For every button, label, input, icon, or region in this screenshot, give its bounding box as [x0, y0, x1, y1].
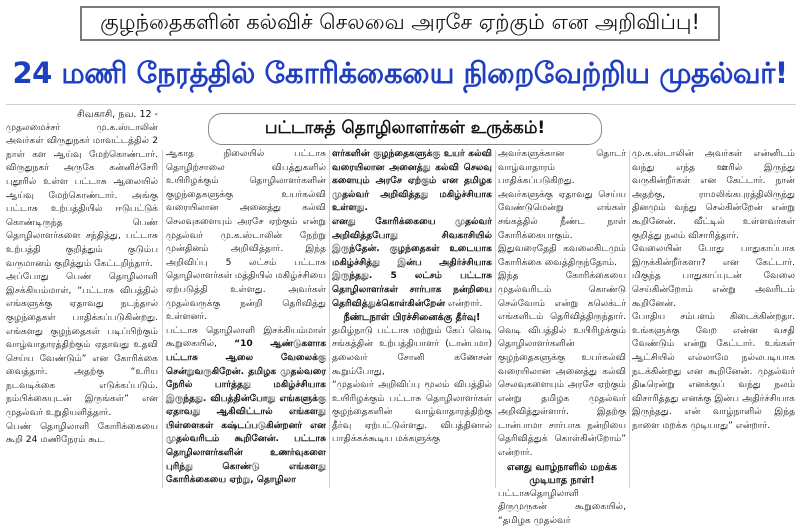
column-divider [329, 150, 330, 488]
column-divider [495, 150, 496, 488]
column-1 [6, 108, 158, 488]
kicker-container [0, 4, 800, 42]
main-headline: 24 மணி நேரத்தில் கோரிக்கையை நிறைவேற்றிய முதல்வர்! [12, 56, 788, 90]
dateline: சிவகாசி, நவ. 12 - [77, 109, 158, 120]
paragraph: “முதல்வர் அறிவிப்பு மூலம் விபத்தில் உயிரிழக்கும் பட்டாசு தொழிலாளர்கள் குழந்தைகளின் வாழ்வாதாரத்திற்கு தீர்வு ஏற்பட்டுள்ளது. விபத்தினால் பாதிக்கக்கூடிய மக்களுக்கு [332, 380, 492, 445]
paragraph: ஆகாத நிலையில் பட்டாசு தொழிற்சாலை விபத்துகளில் உயிரிழக்கும் தொழிலாளர்களின் குழந்தைகளுக்கு உயர்கல்வி வரையிலான அனைத்து கல்வி செலவுகளையும் அரசே ஏற்கும் என்று முதல்வர் மு.க.ஸ்டாலின் நேற்று முன்தினம் அறிவித்தார். இந்த அறிவிப்பு 5 லட்சம் பட்டாசு தொழிலாளர்கள் மத்தியில் மகிழ்ச்சியை ஏற்படுத்தி உள்ளது. அவர்கள் முதல்வருக்கு நன்றி தெரிவித்து உள்ளனர். [166, 149, 326, 323]
paragraph: பெண் தொழிலாளி கோரிக்கையை கூறி 24 மணிநேரம் கூட [6, 421, 158, 446]
paragraph: இந்த கோரிக்கையை முதல்வரிடம் கொண்டு செல்வோம் என்று கலெக்டர் எங்களிடம் தெரிவித்திருந்தார். வெடி விபத்தில் உயிரிழக்கும் தொழிலாளர்களின் குழந்தைகளுக்கு உயர்கல்வி வரையிலான அனைத்து கல்வி செலவுகளையும் அரசே ஏற்கும் என்று தமிழக முதல்வர் அறிவித்துள்ளார். இதற்கு டான்பாமா சார்பாக நன்றியை தெரிவித்துக் கொள்கின்றோம்” என்றார். [498, 271, 626, 459]
paragraph: வேலையின் போது பாதுகாப்பாக இருக்கின்றீர்களா? என கேட்டார். மிகுந்த பாதுகாப்புடன் வேலை செய்கின்றோம் என்று அவரிடம் கூறினேன். [632, 244, 795, 309]
subheading: நீண்டநாள் பிரச்சினைக்கு தீர்வு! [343, 312, 481, 324]
banner-text: பட்டாசுத் தொழிலாளர்கள் உருக்கம்! [264, 118, 546, 138]
paragraph: அப்போது பெண் தொழிலாளி இசக்கியம்மாள், “பட்டாசு விபத்தில் எங்களுக்கு ஏதாவது நடந்தால் குழந்தைகள் பாதிக்கப்படுகின்றது. எங்களது குழந்தைகள் படிப்பிற்கும் வாழ்வாதாரத்திற்கும் ஏதாவது உதவி செய்ய வேண்டும்” என கோரிக்கை வைத்தார். அதற்கு “உரிய நடவடிக்கை எடுக்கப்படும். நம்பிக்கையுடன் இருங்கள்” என முதல்வர் உறுதியளித்தார். [6, 272, 158, 419]
column-divider [162, 150, 163, 488]
quote-bold: ளர்களின் குழந்தைகளுக்கு உயர் கல்வி வரையிலான அனைத்து கல்வி செலவு களையும் அரசே ஏற்கும் என தமிழக முதல்வர் அறிவித்தது மகிழ்ச்சியாக உள்ளது. [332, 149, 492, 214]
column-4 [498, 148, 626, 527]
paragraph-lead: பட்டாசு தொழிலாளி இசக்கியம்மாள் கூறுகையில், [166, 325, 326, 350]
paragraph: தமிழ்நாடு பட்டாசு மற்றும் கேப் வெடி சங்கத்தின் உற்பத்தியாளர் (டான்பமா) தலைவர் சோனி கணேசன் கூறும்போது, [332, 325, 492, 377]
subheading: எனது வாழ்நாளில் மறக்க முடியாத நாள்! [507, 461, 617, 487]
column-2 [166, 148, 326, 488]
paragraph: போதிய சம்பளம் கிடைக்கின்றதா. உங்களுக்கு வேற என்ன வசதி வேண்டும் என்று கேட்டார். உங்கள் ஆட்சியில் எல்லாமே நல்லபடியாக நடக்கின்றது என கூறினேன். முதல்வர் திடீரென்று எனக்குப் வந்து நலம் விசாரித்தது எனக்கு இன்ப அதிர்ச்சியாக இருந்தது. என் வாழ்நாளில் இந்த நாளை மறக்க முடியாது” என்றார். [632, 312, 795, 431]
paragraph-tail: என்றார். [445, 298, 483, 309]
quote-bold: எனது கோரிக்கையை முதல்வர் அறிவித்தபோது சிவகாசியில் இருந்தேன். குழந்தைகள் உடையாக மகிழ்ச்சித்து இன்ப அதிர்ச்சியாக இருந்தது. 5 லட்சம் பட்டாசு தொழிலாளர்கள் சார்பாக நன்றியை தெரிவித்துக்கொள்கின்றேன் [332, 216, 492, 309]
paragraph: முதலமைச்சர் மு.க.ஸ்டாலின் அவர்கள் விருதுநகர் மாவட்டத்தில் 2 நாள் கள ஆய்வு மேற்கொண்டார். விருதுநகர் அருகே கன்னிச்சேரி புதூரில் உள்ள பட்டாசு ஆலையில் ஆய்வு மேற்கொண்டார். அங்கு பட்டாசு உற்பத்தியில் ஈடுபட்டுக் கொண்டிருந்த பெண் தொழிலாளர்களை சந்தித்து, பட்டாசு உற்பத்தி குறித்தும் குடும்ப வருமானம் குறித்தும் கேட்டறிந்தார். [6, 122, 158, 269]
column-divider [629, 150, 630, 488]
paragraph: பட்டாசுதொழிலாளி திருமுருகன் கூறுகையில், “தமிழக முதல்வர் [498, 488, 626, 527]
quote-bold: “10 ஆண்டுகளாக பட்டாசு ஆலை வேலைக்கு சென்றுவருகிறேன். தமிழக முதல்வரை நேரில் பார்த்தது மகிழ்ச்சியாக இருந்தது. விபத்தின்போது எங்களுக்கு ஏதாவது ஆகிவிட்டால் எங்களது பிள்ளைகள் கஷ்டப்படுகின்றனர் என முதல்வரிடம் கூறினேன். பட்டாசு தொழிலாளர்களின் உணர்வுகளை புரிந்து கொண்டு எங்களது கோரிக்கையை ஏற்று, தொழிலா [166, 339, 327, 486]
paragraph [166, 325, 326, 488]
paragraph: அவர்களுக்கான தொடர் வாழ்வாதாரம் பாதிக்கப்படுகிறது. அவர்களுக்கு ஏதாவது செய்ய வேண்டுமென்று எங்கள் சங்கத்தில் நீண்ட நாள் கோரிக்கையாகும். இதுவரைதேதி கவலைகிடமும் கோரிக்கை வைத்திருந்தோம். [498, 149, 626, 268]
column-3 [332, 148, 492, 488]
divider [6, 104, 796, 105]
subheadline-banner [208, 113, 602, 145]
column-5 [632, 148, 795, 488]
paragraph: மு.க.ஸ்டாலின் அவர்கள் என்னிடம் வந்து எந்த ஊரில் இருந்து வருகின்றீர்கள் என கேட்டார். நான் அதற்கு, ராமலிங்கபுரத்திலிருந்து தினமும் வந்து செல்கின்றேன் என்று கூறினேன். வீட்டில் உள்ளவர்கள் குறித்து நலம் விசாரித்தார். [632, 149, 795, 241]
kicker-headline: குழந்தைகளின் கல்விச் செலவை அரசே ஏற்கும் என அறிவிப்பு! [80, 6, 720, 41]
paragraph [332, 216, 492, 311]
